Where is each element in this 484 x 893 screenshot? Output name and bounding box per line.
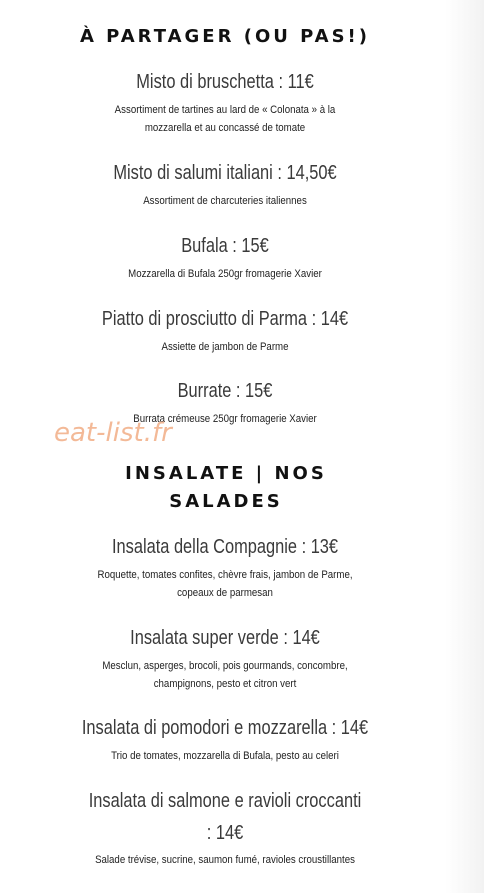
item-description: Mesclun, asperges, brocoli, pois gourmands, concombre, champignons, pesto et citron vert [102, 660, 348, 690]
item-description: Assortiment de charcuteries italiennes [143, 195, 307, 207]
item-name: Bufala : 15€ [181, 235, 269, 257]
watermark: eat-list.fr [54, 418, 172, 448]
menu-item [0, 160, 450, 210]
item-name: Insalata di salmone e ravioli croccanti : 14€ [88, 790, 362, 844]
item-description: Assortiment de tartines au lard de « Colonata » à la mozzarella et au concassé de tomate [114, 104, 336, 134]
item-description: Salade trévise, sucrine, saumon fumé, ravioles croustillantes [95, 854, 355, 866]
item-name: Burrate : 15€ [177, 380, 273, 402]
menu-item [0, 69, 450, 137]
item-name: Piatto di prosciutto di Parma : 14€ [101, 308, 349, 330]
menu-item [0, 233, 450, 283]
item-description: Burrata crémeuse 250gr fromagerie Xavier [133, 413, 317, 425]
item-name: Insalata di pomodori e mozzarella : 14€ [81, 717, 369, 739]
item-name: Misto di bruschetta : 11€ [136, 71, 314, 93]
section-title-line: SALADES [169, 491, 283, 512]
section-title-salades [0, 460, 452, 516]
item-name: Insalata super verde : 14€ [130, 627, 320, 649]
item-description: Assiette de jambon de Parme [161, 341, 289, 353]
item-name: Misto di salumi italiani : 14,50€ [113, 162, 337, 184]
item-description: Mozzarella di Bufala 250gr fromagerie Xavier [128, 268, 322, 280]
item-name: Insalata della Compagnie : 13€ [111, 536, 339, 558]
item-description: Roquette, tomates confites, chèvre frais, jambon de Parme, copeaux de parmesan [97, 569, 353, 599]
item-description: Trio de tomates, mozzarella di Bufala, pesto au celeri [111, 750, 339, 762]
menu-item [0, 625, 450, 693]
menu-item [0, 785, 450, 869]
section-title-partager: À PARTAGER (OU PAS!) [79, 26, 370, 47]
menu-item [0, 534, 450, 602]
menu-item [0, 715, 450, 765]
menu-item [0, 306, 450, 356]
section-title-line: INSALATE | NOS [125, 463, 327, 484]
